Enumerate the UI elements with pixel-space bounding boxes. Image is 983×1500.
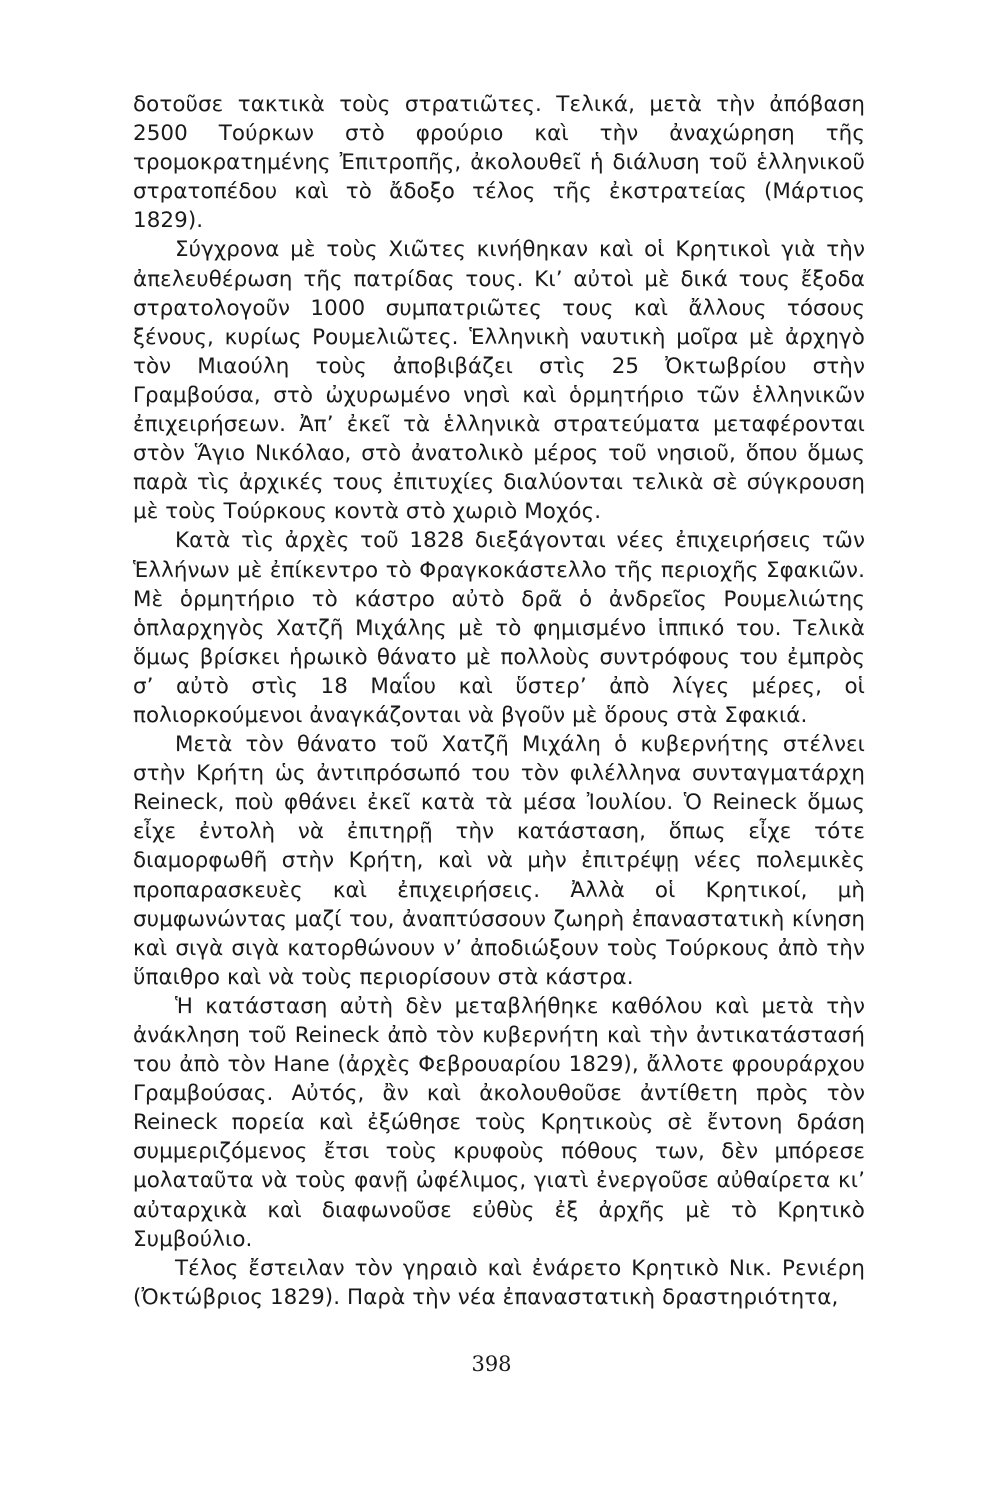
paragraph-4: Μετὰ τὸν θάνατο τοῦ Χατζῆ Μιχάλη ὁ κυβερνήτης στέλνει στὴν Κρήτη ὡς ἀντιπρόσωπό του τὸν φιλέλληνα συνταγματάρχη Reineck, ποὺ φθάνει ἐκεῖ κατὰ τὰ μέσα Ἰουλίου. Ὁ Reineck ὅμως εἶχε ἐντολὴ νὰ ἐπιτηρῇ τὴν κατάσταση, ὅπως εἶχε τότε διαμορφωθῆ στὴν Κρήτη, καὶ νὰ μὴν ἐπιτρέψῃ νέες πολεμικὲς προπαρασκευὲς καὶ ἐπιχειρήσεις. Ἀλλὰ οἱ Κρητικοί, μὴ συμφωνώντας μαζί του, ἀναπτύσσουν ζωηρὴ ἐπαναστατικὴ κίνηση καὶ σιγὰ σιγὰ κατορθώνουν ν’ ἀποδιώξουν τοὺς Τούρκους ἀπὸ τὴν ὕπαιθρο καὶ νὰ τοὺς περιορίσουν στὰ κάστρα.: [133, 732, 865, 990]
paragraph-3: Κατὰ τὶς ἀρχὲς τοῦ 1828 διεξάγονται νέες ἐπιχειρήσεις τῶν Ἑλλήνων μὲ ἐπίκεντρο τὸ Φραγκοκάστελλο τῆς περιοχῆς Σφακιῶν. Μὲ ὁρμητήριο τὸ κάστρο αὐτὸ δρᾶ ὁ ἀνδρεῖος Ρουμελιώτης ὁπλαρχηγὸς Χατζῆ Μιχάλης μὲ τὸ φημισμένο ἱππικό του. Τελικὰ ὅμως βρίσκει ἡρωικὸ θάνατο μὲ πολλοὺς συντρόφους του ἐμπρὸς σ’ αὐτὸ στὶς 18 Μαΐου καὶ ὕστερ’ ἀπὸ λίγες μέρες, οἱ πολιορκούμενοι ἀναγκάζονται νὰ βγοῦν μὲ ὅρους στὰ Σφακιά.: [133, 528, 865, 728]
paragraph-5: Ἡ κατάσταση αὐτὴ δὲν μεταβλήθηκε καθόλου καὶ μετὰ τὴν ἀνάκληση τοῦ Reineck ἀπὸ τὸν κυβερνήτη καὶ τὴν ἀντικατάστασή του ἀπὸ τὸν Hane (ἀρχὲς Φεβρουαρίου 1829), ἄλλοτε φρουράρχου Γραμβούσας. Αὐτός, ἂν καὶ ἀκολουθοῦσε ἀντίθετη πρὸς τὸν Reineck πορεία καὶ ἐξώθησε τοὺς Κρητικοὺς σὲ ἔντονη δράση συμμεριζόμενος ἔτσι τοὺς κρυφοὺς πόθους των, δὲν μπόρεσε μολαταῦτα νὰ τοὺς φανῇ ὠφέλιμος, γιατὶ ἐνεργοῦσε αὐθαίρετα κι’ αὐταρχικὰ καὶ διαφωνοῦσε εὐθὺς ἐξ ἀρχῆς μὲ τὸ Κρητικὸ Συμβούλιο.: [133, 993, 865, 1252]
page-text-block: [133, 90, 865, 1390]
paragraph-2: Σύγχρονα μὲ τοὺς Χιῶτες κινήθηκαν καὶ οἱ Κρητικοὶ γιὰ τὴν ἀπελευθέρωση τῆς πατρίδας τους. Κι’ αὐτοὶ μὲ δικά τους ἔξοδα στρατολογοῦν 1000 συμπατριῶτες τους καὶ ἄλλους τόσους ξένους, κυρίως Ρουμελιῶτες. Ἑλληνικὴ ναυτικὴ μοῖρα μὲ ἀρχηγὸ τὸν Μιαούλη τοὺς ἀποβιβάζει στὶς 25 Ὀκτωβρίου στὴν Γραμβούσα, στὸ ὠχυρωμένο νησὶ καὶ ὁρμητήριο τῶν ἑλληνικῶν ἐπιχειρήσεων. Ἀπ’ ἐκεῖ τὰ ἑλληνικὰ στρατεύματα μεταφέρονται στὸν Ἅγιο Νικόλαο, στὸ ἀνατολικὸ μέρος τοῦ νησιοῦ, ὅπου ὅμως παρὰ τὶς ἀρχικές τους ἐπιτυχίες διαλύονται τελικὰ σὲ σύγκρουση μὲ τοὺς Τούρκους κοντὰ στὸ χωριὸ Μοχός.: [133, 237, 865, 525]
page-number: 398: [471, 1352, 512, 1376]
paragraph-1: δοτοῦσε τακτικὰ τοὺς στρατιῶτες. Τελικά, μετὰ τὴν ἀπόβαση 2500 Τούρκων στὸ φρούριο καὶ τὴν ἀναχώρηση τῆς τρομοκρατημένης Ἐπιτροπῆς, ἀκολουθεῖ ἡ διάλυση τοῦ ἑλληνικοῦ στρατοπέδου καὶ τὸ ἄδοξο τέλος τῆς ἐκστρατείας (Μάρτιος 1829).: [133, 92, 865, 234]
paragraph-6: Τέλος ἔστειλαν τὸν γηραιὸ καὶ ἐνάρετο Κρητικὸ Νικ. Ρενιέρη (Ὀκτώβριος 1829). Παρὰ τὴν νέα ἐπαναστατικὴ δραστηριότητα,: [133, 1255, 865, 1310]
